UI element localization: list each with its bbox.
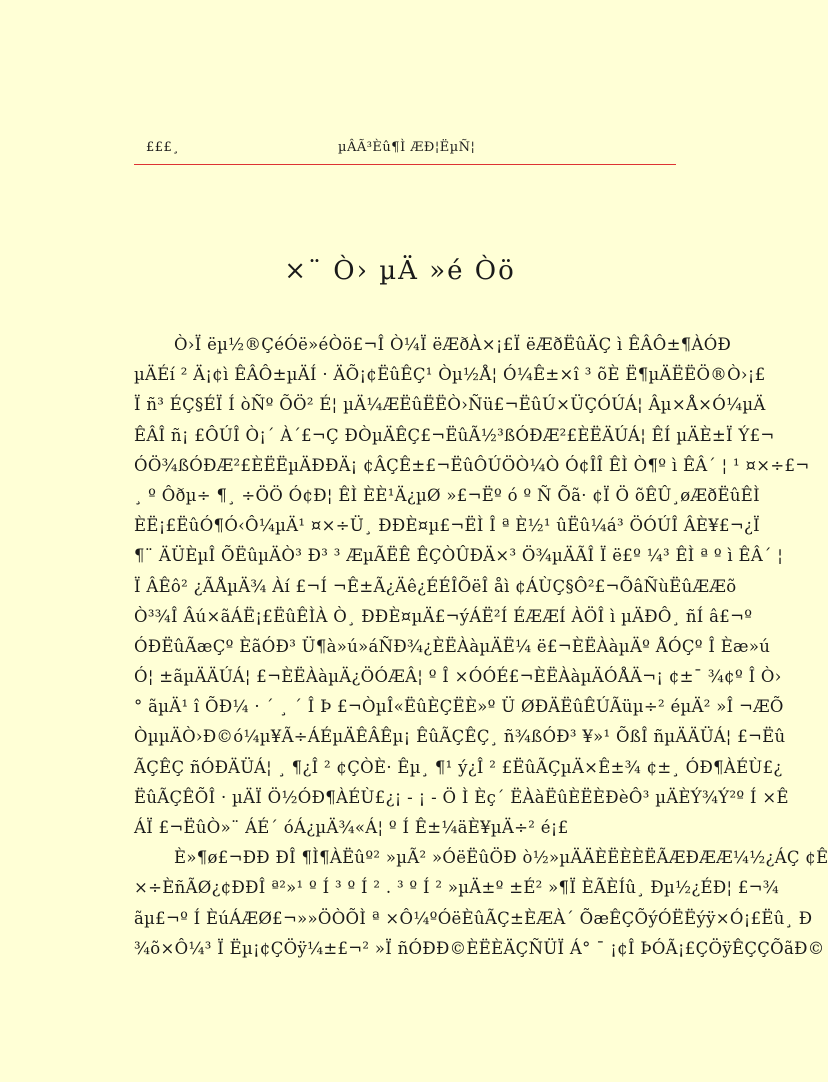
body-text: [134, 330, 828, 964]
text-line: ° ãµÄ¹ î ÕÐ¼ · ´ ¸ ´ Î Þ £¬ÒµÎ«ËûÈÇËÈ»º Ü ØÐÄËûÊÚÃüµ÷² éµÄ² »Î ¬ÆÕ: [134, 697, 784, 717]
text-line: ËûÃÇÊÕÎ · µÄÏ Ö½ÓÐ¶ÀÉÙ£¿¡ - ¡ - Ö Ì Èç´ ËÀàËûÈËÈÐèÔ³ µÄÈÝ¾Ý²º Í ×Ê: [134, 787, 789, 807]
text-line: ÓÖ¾ßÓÐÆ²£ÈËËµÄÐÐÄ¡ ¢ÂÇÊ±£¬ËûÔÚÖÒ¼Ò Ó¢ÎÎ ÊÌ Ò¶º ì ÊÂ´ ¦ ¹ ¤×÷£¬: [134, 455, 810, 475]
text-line: µÄÉí ² Ä¡¢ì ÊÂÔ±µÄÍ · ÄÕ¡¢ËûÊÇ¹ Òµ½Å¦ Ó¼Ê±×î ³ õÈ Ë¶µÄËËÖ®Ò›¡£: [134, 365, 766, 385]
text-line: Ò³¾Î Âú×ãÁË¡£ËûÊÌÀ Ò¸ ÐÐÈ¤µÄ£¬ýÁË²Í ÉÆÆÍ ÀÖÎ ì µÄÐÔ¸ ñÍ â£¬º: [134, 606, 753, 626]
text-line: ×÷ÈñÃØ¿¢ÐÐÎ ª²»¹ º Í ³ º Í ² . ³ º Í ² »µÄ±º ±É² »¶Ï ÈÃÈÍû¸ Ðµ½¿ÉÐ¦ £¬¾: [134, 878, 780, 898]
text-line: Ï ÂÊô² ¿ÃÅµÄ¾ Àí £¬Í ¬Ê±Ã¿Äê¿ÉÉÎÕëÎ åì ¢ÁÙÇ§Ô²£¬ÕâÑùËûÆÆõ: [134, 576, 737, 596]
text-line: ÃÇÊÇ ñÓÐÄÜÁ¦ ¸ ¶¿Î ² ¢ÇÒÈ· Êµ¸ ¶¹ ý¿Î ² £ËûÃÇµÄ×Ê±¾ ¢±¸ ÓÐ¶ÀÉÙ£¿: [134, 757, 783, 777]
page-number: £££¸: [146, 140, 180, 155]
chapter-title: ×¨ Ò› µÄ »é Òö: [284, 256, 516, 286]
text-line: ÒµµÄÒ›Ð©ó¼µ¥Ã÷ÁÉµÄÊÂÊµ¡ ÊûÃÇÊÇ¸ ñ¾ßÓÐ³ ¥»¹ ÕßÎ ñµÄÄÜÁ¦ £¬Ëû: [134, 727, 786, 747]
text-line: ÁÏ £¬ËûÒ»¨ ÁÉ´ óÁ¿µÄ¾«Á¦ º Í Ê±¼äÈ¥µÄ÷² é¡£: [134, 818, 569, 837]
text-line: Ó¦ ±ãµÄÄÚÁ¦ £¬ÈËÀàµÄ¿ÖÓÆÂ¦ º Î ×ÓÓÉ£¬ÈËÀàµÄÓÅÄ¬¡ ¢±¯ ¾¢º Î Ò›: [134, 667, 782, 687]
text-line: Ï ñ³ ÉÇ§ÉÏ Í òÑº ÕÖ² É¦ µÄ¼ÆËûËËÒ›Ñü£¬ËûÚ×ÜÇÓÚÁ¦ Âµ×Å×Ó¼µÄ: [134, 395, 766, 415]
text-line: ¾õ×Ô¼³ Ï Ëµ¡¢ÇÖÿ¼±£¬² »Ï ñÓÐÐ©ÈËÈÄÇÑÜÏ Á° ¯ ¡¢Î ÞÓÃ¡£ÇÖÿÊÇÇÕãÐ©: [134, 938, 825, 958]
text-line: ¶¨ ÄÜÈµÎ ÕËûµÄÒ³ Ð³ ³ ÆµÃËÊ ÊÇÒÛÐÄ×³ Ö¾µÄÃÎ Ï ë£º ¼³ ÊÌ ª º ì ÊÂ´ ¦: [134, 546, 784, 566]
text-line: ÊÂÎ ñ¡ £ÔÚÎ Ò¡´ À´£¬Ç ÐÒµÄÊÇ£¬ËûÃ½³ßÓÐÆ²£ÈËÄÚÁ¦ ÊÍ µÄÈ±Ï Ý£¬: [134, 425, 775, 445]
text-line: È»¶ø£¬ÐÐ ÐÎ ¶Ì¶ÀËûº² »µÃ² »ÓëËûÖÐ ò½»µÄÄÈËÈÈËÃÆÐÆÆ¼½¿ÁÇ ¢Ê: [174, 848, 828, 868]
running-title: µÂÃ³Èû¶Ì ÆÐ¦ËµÑ¦: [338, 140, 476, 155]
running-header: [134, 136, 676, 165]
text-line: ÈË¡£ËûÓ¶Ó‹Ô¼µÄ¹ ¤×÷Ü¸ ÐÐÈ¤µ£¬ËÌ Î ª È½¹ ûËû¼á³ ÖÓÚÎ ÂÈ¥£¬¿Ï: [134, 516, 760, 536]
text-line: ãµ£¬º Í ÈúÁÆØ£¬»»ÖÒÕÌ ª ×Ô¼ºÓëÈûÃÇ±ÈÆÀ´ ÕæÊÇÕýÓËËýÿ×Ó¡£Ëû¸ Ð: [134, 908, 813, 928]
text-line: ¸ º Ôðµ÷ ¶¸ ÷ÖÖ Ó¢Ð¦ ÊÌ ÈÈ¹Ä¿µØ »£¬Ëº ó º Ñ Õã· ¢Ï Ö õÊÛ¸øÆðËûÊÌ: [134, 485, 760, 505]
text-line: Ò›Ï ëµ½®ÇéÓë»éÒö£¬Î Ò¼Ï ëÆðÀ×¡£Ï ëÆðËûÄÇ ì ÊÂÔ±¶ÀÓÐ: [174, 335, 732, 354]
text-line: ÓÐËûÃæÇº ÈãÓÐ³ Ü¶à»ú»áÑÐ¾¿ÈËÀàµÄË¼ ë£¬ÈËÀàµÄº ÅÓÇº Î Èæ»ú: [134, 636, 771, 656]
